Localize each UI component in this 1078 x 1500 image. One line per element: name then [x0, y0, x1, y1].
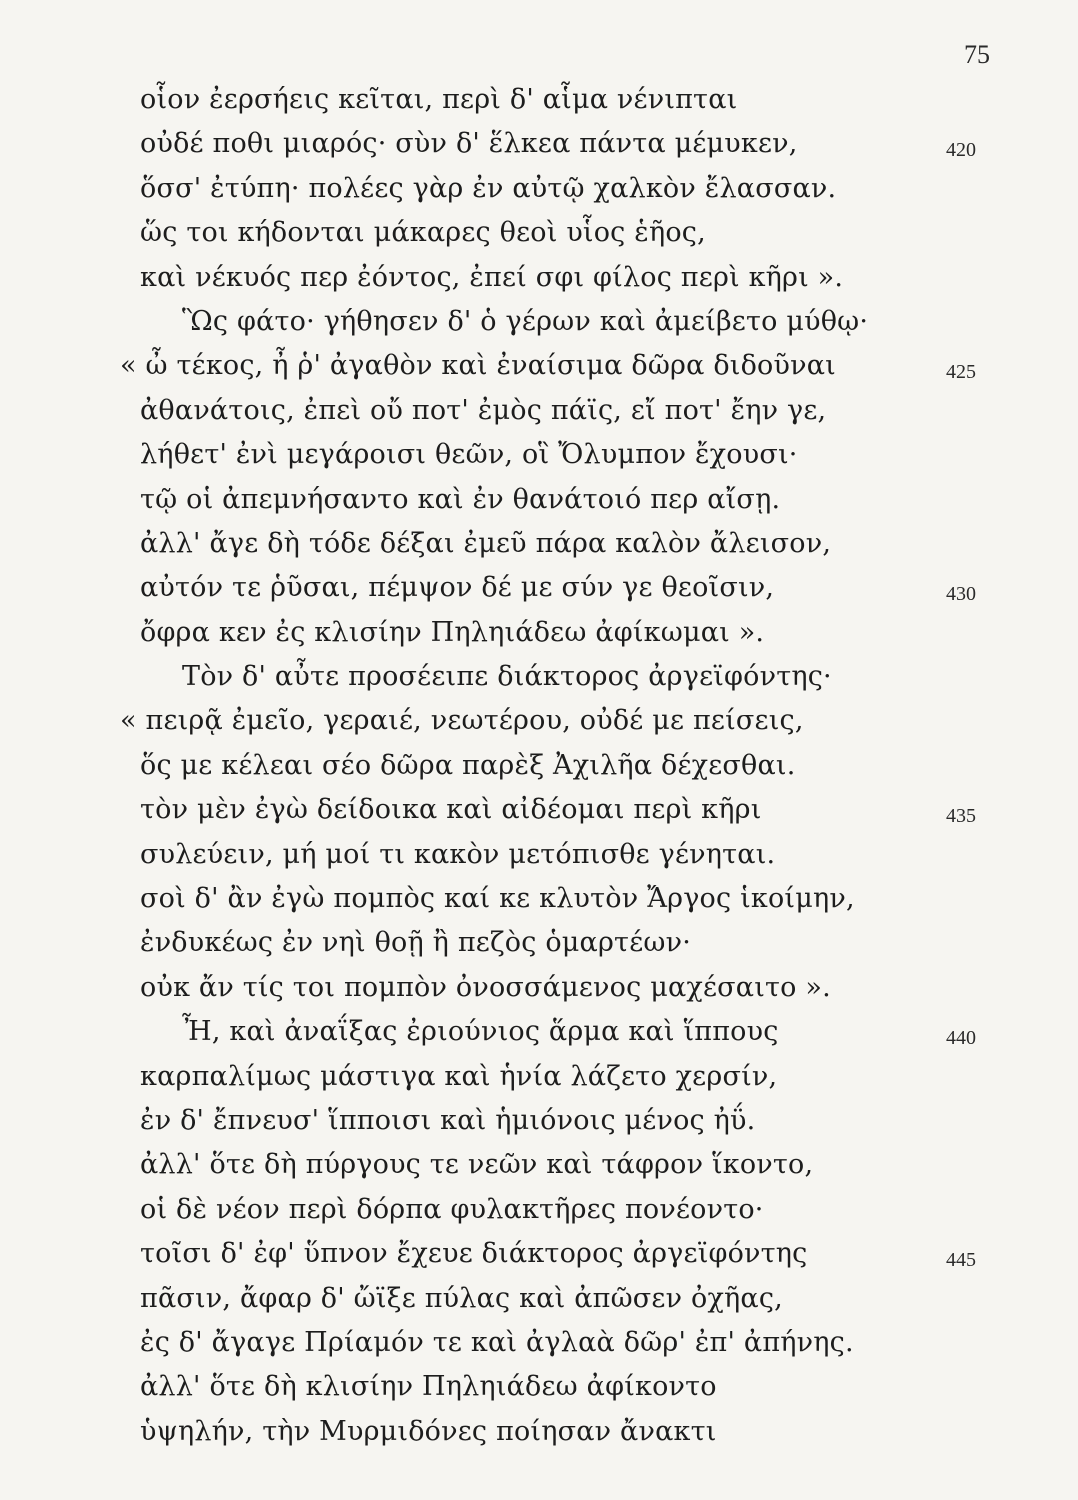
verse-text: ὄφρα κεν ἐς κλισίην Πηληιάδεω ἀφίκωμαι ». [140, 616, 765, 648]
verse-line [0, 611, 1078, 655]
verse-text: οὐδέ ποθι μιαρός· σὺν δ' ἕλκεα πάντα μέμυκεν, [140, 128, 798, 160]
verse-line [0, 1321, 1078, 1365]
verse-line [0, 566, 1078, 610]
verse-line [0, 1365, 1078, 1409]
verse-text: οἱ δὲ νέον περὶ δόρπα φυλακτῆρες πονέοντο· [140, 1193, 764, 1225]
verse-line [0, 833, 1078, 877]
verse-line [0, 744, 1078, 788]
line-number: 425 [946, 361, 976, 384]
verse-text: ἀθανάτοις, ἐπεὶ οὔ ποτ' ἐμὸς πάϊς, εἴ ποτ' ἔην γε, [140, 394, 827, 426]
verse-text: Ἦ, καὶ ἀναΐξας ἐριούνιος ἅρμα καὶ ἵππους [182, 1016, 779, 1048]
verse-line [0, 478, 1078, 522]
verse-text: Ὣς φάτο· γήθησεν δ' ὁ γέρων καὶ ἀμείβετο μύθῳ· [182, 305, 869, 337]
verse-line [0, 1055, 1078, 1099]
verse-text: οἷον ἐερσήεις κεῖται, περὶ δ' αἷμα νένιπται [140, 84, 738, 115]
verse-text: τὸν μὲν ἐγὼ δείδοικα καὶ αἰδέομαι περὶ κῆρι [140, 794, 762, 826]
verse-text: ὅς με κέλεαι σέο δῶρα παρὲξ Ἀχιλῆα δέχεσθαι. [140, 749, 796, 781]
verse-line [0, 788, 1078, 832]
verse-text: οὐκ ἄν τίς τοι πομπὸν ὀνοσσάμενος μαχέσαιτο ». [140, 971, 831, 1003]
page-number: 75 [964, 40, 990, 69]
verse-block [0, 78, 1078, 1454]
verse-line [0, 211, 1078, 255]
verse-text: συλεύειν, μή μοί τι κακὸν μετόπισθε γένηται. [140, 838, 776, 870]
verse-line [0, 1188, 1078, 1232]
verse-text: καὶ νέκυός περ ἐόντος, ἐπεί σφι φίλος περὶ κῆρι ». [140, 261, 844, 293]
verse-text: ἐς δ' ἄγαγε Πρίαμόν τε καὶ ἀγλαὰ δῶρ' ἐπ' ἀπήνης. [140, 1326, 854, 1358]
line-number: 440 [946, 1027, 976, 1050]
verse-line [0, 921, 1078, 965]
verse-text: ἀλλ' ἄγε δὴ τόδε δέξαι ἐμεῦ πάρα καλὸν ἄλεισον, [140, 527, 832, 559]
verse-line [0, 300, 1078, 344]
verse-text: τῷ οἱ ἀπεμνήσαντο καὶ ἐν θανάτοιό περ αἴσῃ. [140, 483, 781, 515]
verse-line [0, 1099, 1078, 1143]
verse-text: σοὶ δ' ἂν ἐγὼ πομπὸς καί κε κλυτὸν Ἄργος ἱκοίμην, [140, 883, 855, 915]
line-number: 420 [946, 139, 976, 162]
verse-text: ἐν δ' ἔπνευσ' ἵπποισι καὶ ἡμιόνοις μένος ἠΰ. [140, 1104, 756, 1136]
verse-text: πᾶσιν, ἄφαρ δ' ὤϊξε πύλας καὶ ἀπῶσεν ὀχῆας, [140, 1282, 783, 1314]
verse-text: ὥς τοι κήδονται μάκαρες θεοὶ υἷος ἑῆος, [140, 217, 706, 249]
verse-line [0, 433, 1078, 477]
verse-line [0, 1232, 1078, 1276]
verse-line [0, 344, 1078, 388]
verse-line [0, 877, 1078, 921]
verse-text: Τὸν δ' αὖτε προσέειπε διάκτορος ἀργεϊφόντης· [182, 661, 832, 693]
verse-text: « ὦ τέκος, ἦ ῥ' ἀγαθὸν καὶ ἐναίσιμα δῶρα διδοῦναι [120, 350, 836, 382]
verse-text: « πειρᾷ ἐμεῖο, γεραιέ, νεωτέρου, οὐδέ με πείσεις, [120, 705, 804, 737]
verse-line [0, 167, 1078, 211]
verse-text: αὐτόν τε ῥῦσαι, πέμψον δέ με σύν γε θεοῖσιν, [140, 572, 775, 604]
verse-line [0, 522, 1078, 566]
line-number: 435 [946, 805, 976, 828]
verse-line [0, 1010, 1078, 1054]
verse-line [0, 1143, 1078, 1187]
verse-text: λήθετ' ἐνὶ μεγάροισι θεῶν, οἳ Ὄλυμπον ἔχουσι· [140, 439, 798, 471]
verse-line [0, 122, 1078, 166]
line-number: 445 [946, 1249, 976, 1272]
verse-text: ἀλλ' ὅτε δὴ κλισίην Πηληιάδεω ἀφίκοντο [140, 1371, 717, 1403]
line-number: 430 [946, 583, 976, 606]
verse-text: τοῖσι δ' ἐφ' ὕπνον ἔχευε διάκτορος ἀργεϊφόντης [140, 1238, 808, 1270]
verse-line [0, 389, 1078, 433]
verse-line [0, 699, 1078, 743]
verse-line [0, 256, 1078, 300]
verse-line [0, 1410, 1078, 1454]
verse-line [0, 1277, 1078, 1321]
verse-line [0, 78, 1078, 122]
verse-text: ὅσσ' ἐτύπη· πολέες γὰρ ἐν αὐτῷ χαλκὸν ἔλασσαν. [140, 172, 837, 204]
verse-text: ἀλλ' ὅτε δὴ πύργους τε νεῶν καὶ τάφρον ἵκοντο, [140, 1149, 814, 1181]
verse-text: ὑψηλήν, τὴν Μυρμιδόνες ποίησαν ἄνακτι [140, 1415, 717, 1447]
verse-line [0, 966, 1078, 1010]
verse-text: ἐνδυκέως ἐν νηὶ θοῇ ἢ πεζὸς ὁμαρτέων· [140, 927, 691, 959]
verse-line [0, 655, 1078, 699]
verse-text: καρπαλίμως μάστιγα καὶ ἡνία λάζετο χερσίν, [140, 1060, 778, 1092]
